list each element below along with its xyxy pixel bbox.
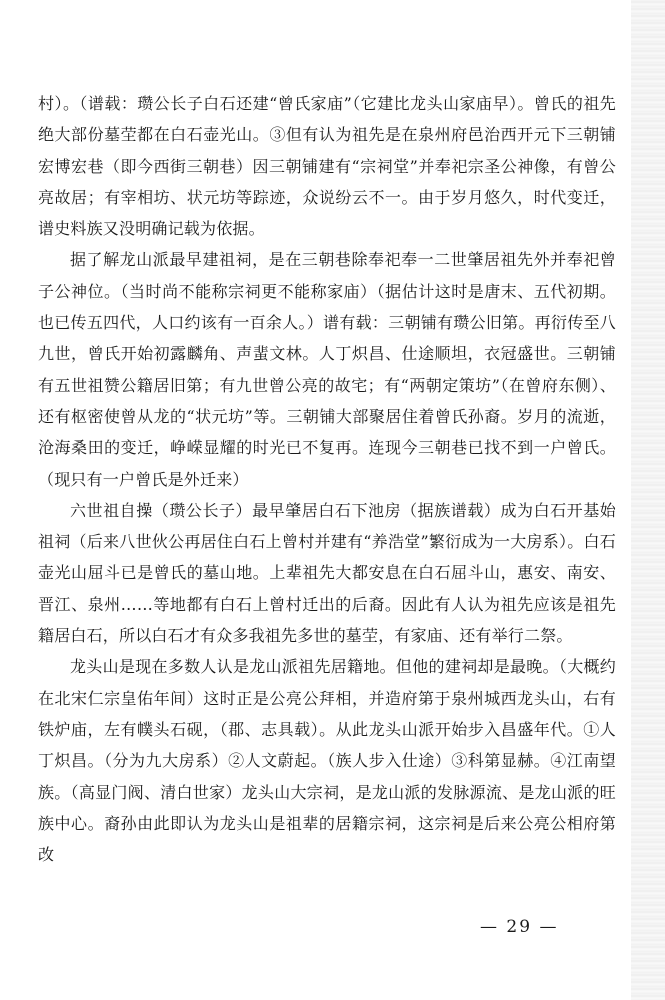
paragraph-2: 据了解龙山派最早建祖祠，是在三朝巷除奉祀奉一二世肇居祖先外并奉祀曾子公神位。（当时尚不能称宗祠更不能称家庙）（据估计这时是唐末、五代初期。也已传五四代，人口约该有一百余人。）谱有载：三朝铺有瓒公旧第。再衍传至八九世，曾氏开始初露麟角、声蜚文林。人丁炽昌、仕途顺坦，衣冠盛世。三朝铺有五世祖赞公籍居旧第；有九世曾公亮的故宅；有“两朝定策坊”（在曾府东侧）、还有枢密使曾从龙的“状元坊”等。三朝铺大部聚居住着曾氏孙裔。岁月的流逝，沧海桑田的变迁，峥嵘显耀的时光已不复再。连现今三朝巷已找不到一户曾氏。（现只有一户曾氏是外迁来） [38,250,616,489]
body-text [38,88,616,870]
paragraph-1: 村）。（谱载：瓒公长子白石还建“曾氏家庙”（它建比龙头山家庙早）。曾氏的祖先绝大部份墓茔都在白石壶光山。③但有认为祖先是在泉州府邑治西开元下三朝铺宏博宏巷（即今西街三朝巷）因三朝铺建有“宗祠堂”并奉祀宗圣公神像，有曾公亮故居；有宰相坊、状元坊等踪迹，众说纷云不一。由于岁月悠久，时代变迁，谱史料族又没明确记载为依据。 [38,94,616,239]
scan-edge-shadow [631,0,665,1000]
paragraph-4: 龙头山是现在多数人认是龙山派祖先居籍地。但他的建祠却是最晚。（大概约在北宋仁宗皇佑年间）这时正是公亮公拜相，并造府第于泉州城西龙头山，右有铁炉庙，左有幞头石砚，（郡、志具载）。从此龙头山派开始步入昌盛年代。①人丁炽昌。（分为九大房系）②人文蔚起。（族人步入仕途）③科第显赫。④江南望族。（高显门阀、清白世家）龙头山大宗祠，是龙山派的发脉源流、是龙山派的旺族中心。裔孙由此即认为龙头山是祖辈的居籍宗祠，这宗祠是后来公亮公相府第改 [38,657,616,865]
paragraph-3: 六世祖自操（瓒公长子）最早肇居白石下池房（据族谱载）成为白石开基始祖祠（后来八世伙公再居住白石上曾村并建有“养浩堂”繁衍成为一大房系）。白石壶光山屈斗已是曾氏的墓山地。上辈祖先大都安息在白石屈斗山，惠安、南安、晋江、泉州……等地都有白石上曾村迁出的后裔。因此有人认为祖先应该是祖先籍居白石，所以白石才有众多我祖先多世的墓茔，有家庙、还有举行二祭。 [38,500,616,646]
page-number: — 29 — [480,917,559,937]
